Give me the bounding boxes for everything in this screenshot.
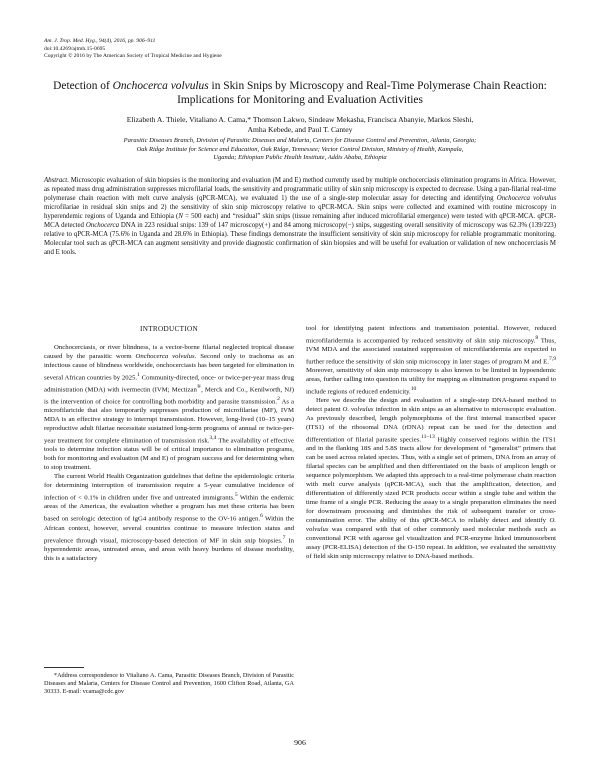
affiliation-line: Uganda; Ethiopian Public Health Institute, Addis Ababa, Ethiopia — [213, 154, 387, 162]
journal-citation: Am. J. Trop. Med. Hyg., 94(4), 2016, pp. 906–911 — [44, 38, 156, 44]
paragraph: Here we describe the design and evaluation of a single-step DNA-based method to detect patent O. volvulus infection in skin snips as an alternative to microscopic evaluation. As previously described, length polymorphisms of the first internal transcribed spacer (ITS1) of the ribosomal DNA (rDNA) repeat can be used for the detection and differentiation of filarial parasite species.$^{11-13}$ Highly conserved regions within the ITS1 and in the flanking 18S and 5.8S tracts allow for development of “generalist” primers that can be used across related species. Thus, with a single set of primers, DNA from an array of filarial species can be amplified and then differentiated on the basis of amplicon length or sequence polymorphism. We adapted this approach to a real-time polymerase chain reaction with melt curve analysis (qPCR-MCA), such that the amplification, detection, and differentiation of differently sized PCR products occur within a single tube and within the time frame of a single PCR. Reducing the assay to a single preparation eliminates the need for downstream processing and diminishes the risk of subsequent transfer or cross-contamination error. The ability of this qPCR-MCA to reliably detect and identify O. volvulus was compared with that of other commonly used molecular methods such as conventional PCR with agarose gel visualization and PCR-enzyme linked immunosorbent assay (PCR-ELISA) detection of the O-150 repeat. In addition, we evaluated the sensitivity of field skin snip microscopy relative to DNA-based methods. — [306, 397, 557, 560]
paragraph: Onchocerciasis, or river blindness, is a vector-borne filarial neglected tropical disease caused by the parasitic worm Onchocerca volvulus. Second only to trachoma as an infectious cause of blindness worldwide, onchocerciasis has been targeted for elimination in several African countries by 2025.$^1$ Community-directed, once- or twice-per-year mass drug administration (MDA) with ivermectin (IVM; Mectizan®, Merck and Co., Kenilworth, NJ) is the intervention of choice for controlling both morbidity and parasite transmission.$^2$ As a microfilaricide that also temporarily suppresses production of microfilariae (MF), IVM MDA is an effective strategy to interrupt transmission. However, long-lived (10–15 years) reproductive adult filariae necessitate sustained long-term programs of annual or twice-per-year treatment for complete elimination of transmission risk.$^{3,4}$ The availability of effective tools to determine infection status will be of critical importance to elimination programs, both for monitoring and evaluation (M and E) of program success and for determining when to stop treatment. — [44, 343, 294, 472]
journal-copyright: Copyright © 2016 by The American Society of Tropical Medicine and Hygiene — [44, 53, 222, 60]
abstract-label: Abstract. — [44, 177, 69, 184]
affiliation-line: Oak Ridge Institute for Science and Education, Oak Ridge, Tennessee; Vector Control Division, Ministry of Health, Kampala, — [136, 145, 464, 153]
article-title: Detection of Onchocerca volvulus in Skin Snips by Microscopy and Real-Time Polymerase Chain Reaction: Implications for Monitoring and Evaluation Activities — [53, 80, 547, 106]
correspondence-footnote: *Address correspondence to Vitaliano A. Cama, Parasitic Diseases Branch, Division of Parasitic Diseases and Malaria, Centers for Disease Control and Prevention, 1600 Clifton Road, Atlanta, GA 30333. E-mail: vcama@cdc.gov — [44, 672, 294, 695]
page-number: 906 — [294, 738, 306, 747]
section-heading-introduction: INTRODUCTION — [140, 325, 198, 333]
left-column — [44, 325, 294, 564]
journal-header — [44, 38, 222, 61]
journal-doi: doi:10.4269/ajtmh.15-0695 — [44, 45, 106, 52]
affiliation-line: Parasitic Diseases Branch, Division of Parasitic Diseases and Malaria, Centers for Disease Control and Prevention, Atlanta, Georgia; — [123, 137, 477, 144]
abstract: Abstract. Microscopic evaluation of skin biopsies is the monitoring and evaluation (M and E) method currently used by multiple onchocerciasis elimination programs in Africa. However, as repeated mass drug administration suppresses microfilarial loads, the sensitivity and programmatic utility of skin snip microscopy is expected to decrease. Using a pan-filarial real-time polymerase chain reaction with melt curve analysis (qPCR-MCA), we evaluated 1) the use of a single-step molecular assay for detecting and identifying Onchocerca volvulus microfilariae in residual skin snips and 2) the sensitivity of skin snip microscopy relative to qPCR-MCA. Skin snips were collected and examined with routine microscopy in hyperendemic regions of Uganda and Ethiopia (N = 500 each) and “residual” skin snips (tissue remaining after induced microfilarial emergence) were tested with qPCR-MCA. qPCR-MCA detected Onchocerca DNA in 223 residual snips: 139 of 147 microscopy(+) and 84 among microscopy(−) snips, suggesting overall sensitivity of microscopy was 62.3% (139/223) relative to qPCR-MCA (75.6% in Uganda and 28.6% in Ethiopia). These findings demonstrate the insufficient sensitivity of skin snip microscopy for reliable programmatic monitoring. Molecular tool such as qPCR-MCA can augment sensitivity and provide diagnostic confirmation of skin biopsies and will be useful for evaluation or validation of new onchocerciasis M and E tools. — [44, 177, 557, 256]
footnote-divider — [44, 667, 84, 668]
affiliations — [70, 137, 530, 163]
author-line: Elizabeth A. Thiele, Vitaliano A. Cama,* Thomson Lakwo, Sindeaw Mekasha, Francisca Abanyie, Markos Sleshi, — [126, 115, 474, 124]
right-column — [306, 325, 556, 562]
paragraph: The current World Health Organization guidelines that define the epidemiologic criteria for determining interruption of transmission require a 5-year cumulative incidence of infection of < 0.1% in children under five and untreated immigrants.$^5$ Within the endemic areas of the Americas, the evaluation whether a program has met these criteria has been based on serologic detection of IgG4 antibody response to the OV-16 antigen.$^6$ Within the African context, however, several countries continue to measure infection status and prevalence through visual, microscopy-based detection of MF in skin snip biopsies.$^7$ In hyperendemic areas, untreated areas, and areas with heavy burdens of disease morbidity, this is a satisfactory — [44, 473, 294, 562]
paragraph: tool for identifying patent infections and transmission potential. However, reduced microfilaridermia is accompanied by reduced sensitivity of skin snip microscopy.$^8$ Thus, IVM MDA and the associated sustained suppression of microfilaridermia are expected to further reduce the sensitivity of skin snip microscopy in later stages of program M and E.$^{7,9}$ Moreover, sensitivity of skin snip microscopy is also known to be limited in hypoendemic areas, further calling into question its utility for mapping as elimination programs expand to include regions of reduced endemicity.$^{10}$ — [306, 325, 556, 396]
author-list — [40, 115, 560, 135]
author-line: Amha Kebede, and Paul T. Cantey — [247, 125, 353, 134]
